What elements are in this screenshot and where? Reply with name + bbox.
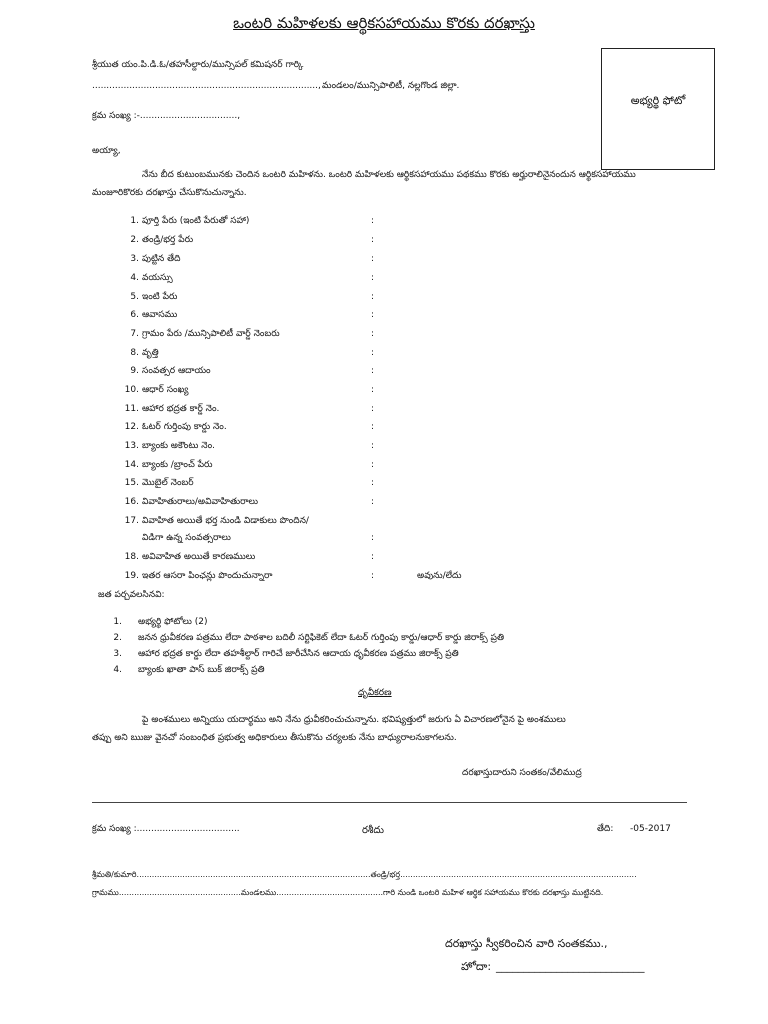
field-label: ఇంటి పేరు bbox=[142, 292, 178, 302]
field-number: 8. bbox=[130, 348, 139, 358]
field-number: 13. bbox=[124, 441, 139, 451]
field-label: అవివాహిత అయితే కారణములు bbox=[142, 552, 256, 562]
salutation: అయ్యా, bbox=[92, 146, 121, 156]
field-colon: : bbox=[371, 310, 375, 320]
receiver-signature-label: దరఖాస్తు స్వీకరించిన వారి సంతకము., bbox=[445, 937, 608, 950]
field-label: ఓటర్ గుర్తింపు కార్డు నెం. bbox=[142, 422, 227, 432]
field-number: 3. bbox=[130, 254, 139, 264]
field-colon: : bbox=[371, 478, 375, 488]
field-number: 18. bbox=[124, 552, 139, 562]
declaration-heading: ధృవీకరణ bbox=[358, 688, 392, 698]
field-colon: : bbox=[371, 571, 375, 581]
designation-label: హోదా: bbox=[461, 960, 492, 973]
field-colon: : bbox=[371, 329, 375, 339]
field-colon: : bbox=[371, 292, 375, 302]
receipt-divider bbox=[92, 802, 687, 803]
field-colon: : bbox=[371, 273, 375, 283]
field-label: ఇతర ఆసరా పింఛన్లు పొందుచున్నారా bbox=[142, 571, 273, 581]
field-colon: : bbox=[371, 348, 375, 358]
field-number: 16. bbox=[124, 497, 139, 507]
field-colon: : bbox=[371, 533, 375, 543]
applicant-signature-label: దరఖాస్తుదారుని సంతకం/వేలిముద్ర bbox=[462, 768, 582, 778]
receipt-heading: రశీదు bbox=[362, 825, 384, 836]
field-colon: : bbox=[371, 552, 375, 562]
enclosure-number: 1. bbox=[113, 617, 122, 627]
field-label: వృత్తి bbox=[142, 348, 159, 358]
designation-blank[interactable]: ___________________________ bbox=[496, 960, 645, 973]
form-title: ఒంటరి మహిళలకు ఆర్థికసహాయము కొరకు దరఖాస్తు bbox=[233, 14, 535, 32]
receipt-date-label: తేది: bbox=[597, 824, 614, 834]
enclosure-text: జనన ధ్రువీకరణ పత్రము లేదా పాఠశాల బదిలీ సర్టిఫికెట్ లేదా ఓటర్ గుర్తింపు కార్డు/ఆధార్ కార్డు జిరాక్స్ ప్రతి bbox=[138, 633, 504, 643]
field-label: వివాహితురాలు/అవివాహితురాలు bbox=[142, 497, 259, 507]
field-number: 12. bbox=[124, 422, 139, 432]
field-value[interactable]: అవును/లేదు bbox=[417, 571, 462, 581]
field-label: గ్రామం పేరు /మున్సిపాలిటీ వార్డ్ నెంబరు bbox=[142, 329, 280, 339]
field-number: 5. bbox=[130, 292, 139, 302]
field-colon: : bbox=[371, 404, 375, 414]
field-colon: : bbox=[371, 441, 375, 451]
addressee: శ్రీయుత యం.పి.డి.ఓ/తహసీల్దారు/మున్సిపల్ కమిషనర్ గార్కి bbox=[92, 60, 304, 70]
enclosure-number: 3. bbox=[113, 649, 122, 659]
enclosure-text: అభ్యర్థి ఫోటోలు (2) bbox=[138, 617, 208, 627]
field-number: 6. bbox=[130, 310, 139, 320]
field-number: 10. bbox=[124, 385, 139, 395]
receipt-date-value: -05-2017 bbox=[630, 824, 671, 834]
field-number: 17. bbox=[124, 516, 139, 526]
field-number: 7. bbox=[130, 329, 139, 339]
enclosure-number: 4. bbox=[113, 665, 122, 675]
field-label: పూర్తి పేరు (ఇంటి పేరుతో సహా) bbox=[142, 216, 250, 226]
intro-line-1: నేను బీద కుటుంబమునకు చెందిన ఒంటరి మహిళను. ఒంటరి మహిళలకు ఆర్థికసహాయము పథకము కొరకు అర్హురాలినైనందున ఆర్థికసహాయము bbox=[142, 170, 636, 180]
receipt-serial-number: క్రమ సంఖ్య :.................................... bbox=[92, 824, 240, 834]
field-number: 2. bbox=[130, 235, 139, 245]
field-label: మొబైల్ నెంబర్ bbox=[142, 478, 194, 488]
field-number: 9. bbox=[130, 366, 139, 376]
field-label: వయస్సు bbox=[142, 273, 173, 283]
field-colon: : bbox=[371, 422, 375, 432]
field-number: 1. bbox=[130, 216, 139, 226]
address-blank: ..............................................................................., bbox=[92, 81, 321, 91]
intro-line-2: మంజూరికొరకు దరఖాస్తు చేసుకొనుచున్నాను. bbox=[92, 188, 247, 198]
field-label: వివాహిత అయితే భర్త నుండి విడాకులు పొందిన/ bbox=[142, 516, 309, 526]
field-label: బ్యాంకు అకౌంటు నెం. bbox=[142, 441, 215, 451]
field-colon: : bbox=[371, 497, 375, 507]
field-number: 15. bbox=[124, 478, 139, 488]
serial-number: క్రమ సంఖ్య :-.................................., bbox=[92, 111, 241, 121]
field-label: పుట్టిన తేది bbox=[142, 254, 181, 264]
field-number: 19. bbox=[124, 571, 139, 581]
field-label: సంవత్సర ఆదాయం bbox=[142, 366, 211, 376]
receipt-line-2: గ్రామము................................................మండలము..........................................గారి నుండి ఒంటరి మహిళ ఆర్థిక సహాయము కొరకు దరఖాస్తు ముట్టినది. bbox=[92, 888, 604, 897]
field-label: ఆహార భద్రత కార్డ్ నెం. bbox=[142, 404, 220, 414]
address-district: మండలం/మున్సిపాలిటీ, నల్లగొండ జిల్లా. bbox=[322, 81, 460, 91]
photo-box bbox=[601, 48, 715, 170]
field-label: ఆధార్ సంఖ్య bbox=[142, 385, 189, 395]
field-colon: : bbox=[371, 235, 375, 245]
field-colon: : bbox=[371, 460, 375, 470]
field-colon: : bbox=[371, 385, 375, 395]
field-label: బ్యాంకు /బ్రాంచ్ పేరు bbox=[142, 460, 213, 470]
enclosures-heading: జత పర్చవలసినవి: bbox=[98, 590, 165, 600]
field-number: 14. bbox=[124, 460, 139, 470]
field-label: ఆవాసము bbox=[142, 310, 178, 320]
field-number: 4. bbox=[130, 273, 139, 283]
field-colon: : bbox=[371, 254, 375, 264]
field-number: 11. bbox=[124, 404, 139, 414]
photo-box-label: అభ్యర్థి ఫోటో bbox=[630, 94, 686, 107]
declaration-line-2: తప్పు అని ఋజు వైనచో సంబంధిత ప్రభుత్వ అధికారులు తీసుకొను చర్యలకు నేను బాధ్యురాలనుకాగలను. bbox=[92, 733, 457, 743]
receipt-line-1: శ్రీమతి/కుమారి............................................................................................తండ్రి/భర్త............................................................................................. bbox=[92, 870, 637, 879]
declaration-line-1: పై అంశములు అన్నియు యదార్థము అని నేను ధ్రువీకరించుచున్నాను. భవిష్యత్తులో జరుగు ఏ విచారణలోనైన పై అంశములు bbox=[142, 715, 566, 725]
field-label: విడిగా ఉన్న సంవత్సరాలు bbox=[142, 533, 231, 543]
field-colon: : bbox=[371, 366, 375, 376]
field-colon: : bbox=[371, 216, 375, 226]
enclosure-number: 2. bbox=[113, 633, 122, 643]
enclosure-text: బ్యాంకు ఖాతా పాస్ బుక్ జిరాక్స్ ప్రతి bbox=[138, 665, 265, 675]
enclosure-text: ఆహార భద్రత కార్డు లేదా తహశీల్దార్ గారిచే జారీచేసిన ఆదాయ ధృవీకరణ పత్రము జిరాక్స్ ప్రతి bbox=[138, 649, 459, 659]
field-label: తండ్రి/భర్త పేరు bbox=[142, 235, 194, 245]
